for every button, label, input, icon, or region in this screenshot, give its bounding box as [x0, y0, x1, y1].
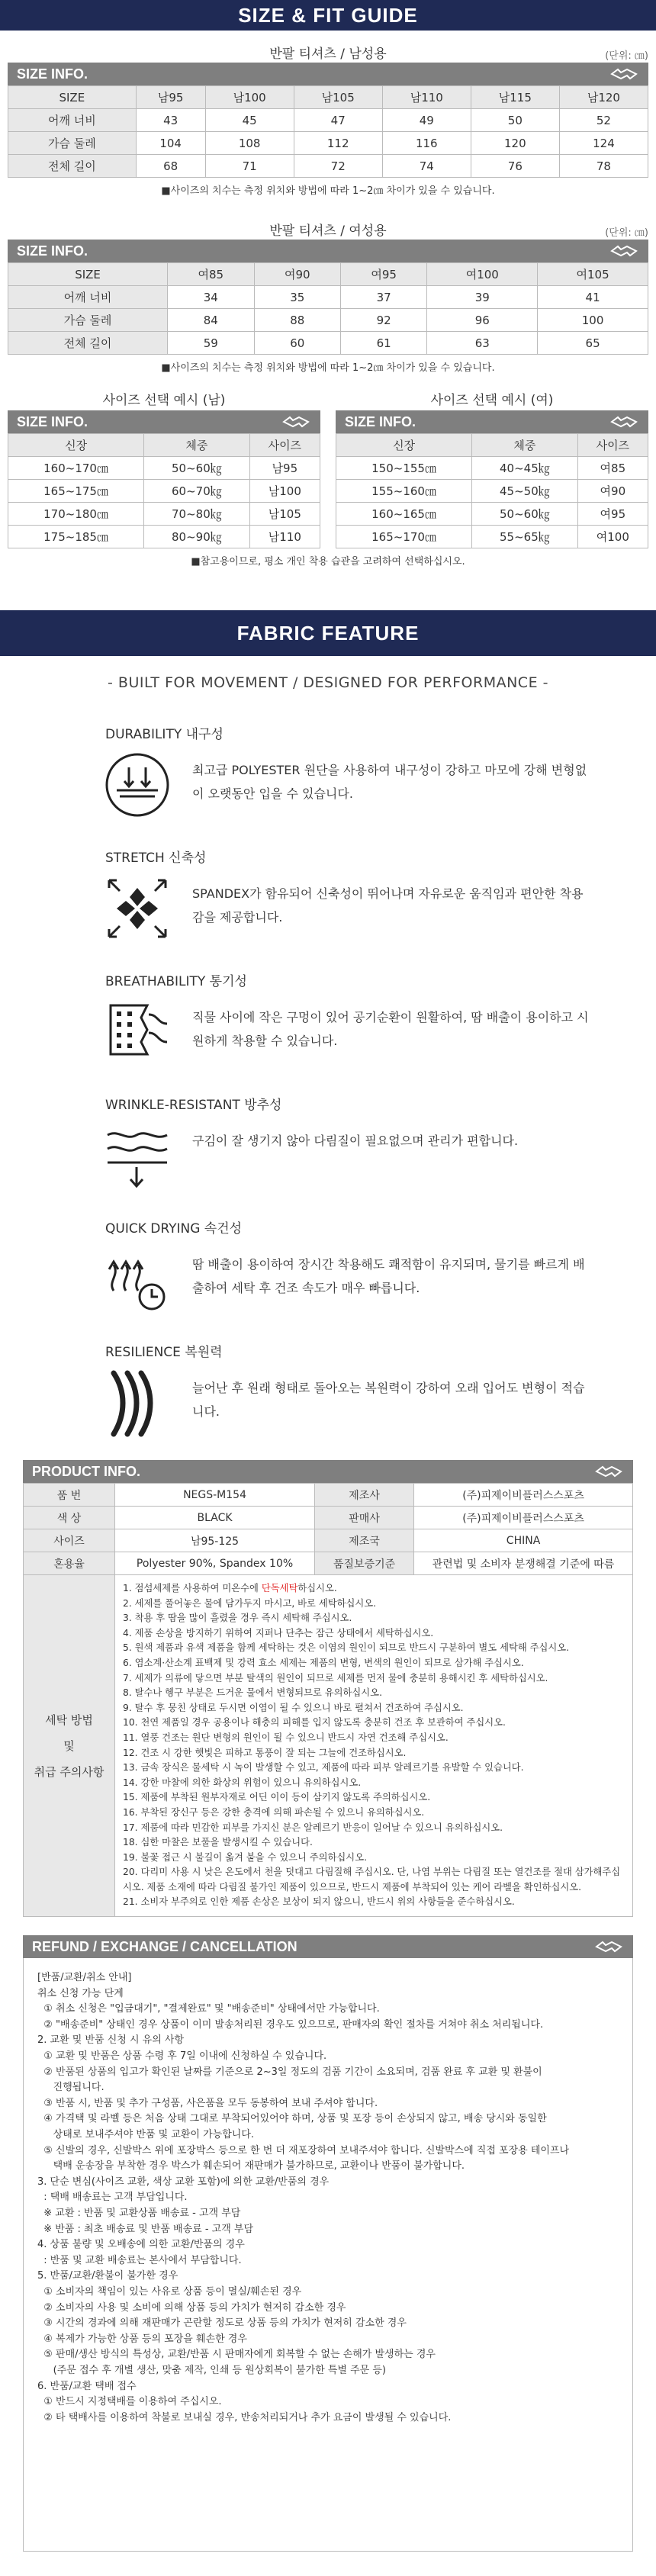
- table-row: [8, 503, 320, 526]
- male-table-title-text: 반팔 티셔츠 / 남성용: [269, 47, 387, 62]
- refund-info-label: REFUND / EXCHANGE / CANCELLATION: [32, 1938, 297, 1954]
- table-cell: 112: [294, 132, 382, 155]
- table-cell: 35: [254, 286, 340, 309]
- stretch-icon: [103, 874, 172, 943]
- product-label: 판매사: [315, 1507, 414, 1529]
- brand-logo-icon: [593, 1940, 624, 1954]
- durability-icon: [103, 751, 172, 819]
- female-size-info-label: SIZE INFO.: [17, 243, 88, 259]
- wash-line: 12. 건조 시 강한 햇빛은 피하고 통풍이 잘 되는 그늘에 건조하십시오.: [123, 1747, 407, 1758]
- feature-quick-drying: [0, 1217, 656, 1341]
- table-row: [336, 480, 648, 503]
- table-cell: 78: [559, 155, 648, 178]
- wash-text: 1. 점섬세제를 사용하여 미온수에: [123, 1583, 259, 1594]
- table-cell: 155~160㎝: [336, 480, 472, 503]
- refund-line: 택배 운송장을 부착한 경우 박스가 훼손되어 재판매가 불가하므로, 교환이나 반품이 불가합니다.: [37, 2160, 465, 2172]
- feature-breathability: [0, 970, 656, 1094]
- table-cell: 68: [136, 155, 205, 178]
- table-cell: 120: [471, 132, 559, 155]
- male-unit-label: (단위: ㎝): [605, 50, 648, 62]
- refund-line: ④ 가격택 및 라벨 등은 처음 상태 그대로 부착되어있어야 하며, 상품 및 포장 등이 손상되지 않고, 배송 당시와 동일한: [37, 2113, 547, 2125]
- row-label: 가슴 둘레: [8, 132, 137, 155]
- refund-line: : 반품 및 교환 배송료는 본사에서 부담합니다.: [37, 2254, 242, 2266]
- wash-line: 7. 세제가 의류에 닿으면 부분 탈색의 원인이 되므로 세제를 먼저 물에 충분히 용해시킨 후 세탁하십시오.: [123, 1672, 548, 1684]
- refund-line: ② 소비자의 사용 및 소비에 의해 상품 등의 가치가 현저히 감소한 경우: [37, 2301, 346, 2314]
- female-table-title-text: 반팔 티셔츠 / 여성용: [269, 224, 387, 239]
- table-cell: 52: [559, 109, 648, 132]
- refund-line: 진행됩니다.: [37, 2082, 105, 2094]
- feature-durability: [0, 723, 656, 847]
- size-fit-guide-header: SIZE & FIT GUIDE: [0, 0, 656, 31]
- wash-line: 13. 금속 장식은 물세탁 시 녹이 발생할 수 있고, 제품에 따라 피부 알레르기를 유발할 수 있습니다.: [123, 1762, 524, 1774]
- refund-line: ※ 반품 : 최초 배송료 및 반품 배송료 - 고객 부담: [37, 2223, 254, 2235]
- product-value: 관련법 및 소비자 분쟁해결 기준에 따름: [414, 1552, 633, 1575]
- female-selection-info-bar: [336, 410, 648, 433]
- feature-title: DURABILITY 내구성: [105, 727, 223, 742]
- table-row: [336, 503, 648, 526]
- female-size-info-bar: [8, 240, 648, 262]
- table-cell: 61: [340, 332, 426, 355]
- table-row: [8, 526, 320, 548]
- wash-line: 3. 착용 후 땀을 많이 흘렸을 경우 즉시 세탁해 주십시오.: [123, 1613, 352, 1624]
- wash-label: [24, 1575, 115, 1917]
- table-cell: 40~45㎏: [472, 457, 578, 480]
- brand-logo-icon: [281, 415, 311, 429]
- brand-logo-icon: [593, 1465, 624, 1478]
- table-cell: 124: [559, 132, 648, 155]
- table-cell: 50~60㎏: [144, 457, 250, 480]
- male-size-table: [8, 85, 648, 178]
- table-cell: 39: [427, 286, 538, 309]
- refund-line: ② "배송준비" 상태인 경우 상품이 이미 발송처리된 경우도 있으므로, 판매자의 확인 절차를 거쳐야 취소 처리됩니다.: [37, 2018, 544, 2031]
- product-value: NEGS-M154: [115, 1484, 315, 1507]
- size-selection-section: [0, 389, 656, 548]
- table-header-cell: 남120: [559, 86, 648, 109]
- refund-line: ⑤ 판매/생산 방식의 특성상, 교환/반품 시 판매자에게 회복할 수 없는 손해가 발생하는 경우: [37, 2349, 436, 2361]
- table-header-cell: 남95: [136, 86, 205, 109]
- table-row: [8, 286, 648, 309]
- table-header-cell: SIZE: [8, 263, 168, 286]
- table-cell: 50: [471, 109, 559, 132]
- wash-line: 9. 탈수 후 뭉친 상태로 두시면 이염이 될 수 있으니 바로 펼쳐서 건조하여 주십시오.: [123, 1702, 464, 1713]
- resilience-icon: [103, 1368, 172, 1437]
- refund-line: 3. 단순 변심(사이즈 교환, 색상 교환 포함)에 의한 교환/반품의 경우: [37, 2176, 330, 2188]
- male-size-note: ■사이즈의 치수는 측정 위치와 방법에 따라 1~2㎝ 차이가 있을 수 있습니다.: [161, 185, 495, 197]
- wash-row: [24, 1575, 633, 1917]
- row-label: 어깨 너비: [8, 286, 168, 309]
- table-cell: 34: [168, 286, 254, 309]
- wash-line: 20. 다리미 사용 시 낮은 온도에서 천을 덧대고 다림질해 주십시오. 단, 나염 부위는 다림질 또는 열건조를 절대 삼가해주십시오. 제품 소재에 따라 다림질 불가인 제품이 있으므로, 반드시 제품에 부착되어 있는 케어 라벨을 확인하십시오.: [123, 1867, 621, 1893]
- table-cell: 47: [294, 109, 382, 132]
- table-header-cell: 남115: [471, 86, 559, 109]
- table-cell: 63: [427, 332, 538, 355]
- table-row: [24, 1484, 633, 1507]
- row-label: 전체 길이: [8, 332, 168, 355]
- wash-line: 10. 천연 제품일 경우 공용이나 해충의 피해를 입지 않도록 충분히 건조 후 보관하여 주십시오.: [123, 1717, 506, 1729]
- product-value: BLACK: [115, 1507, 315, 1529]
- male-size-info-bar: [8, 63, 648, 85]
- feature-description: SPANDEX가 함유되어 신축성이 뛰어나며 자유로운 움직임과 편안한 착용감을 제공합니다.: [192, 886, 584, 925]
- table-header-cell: 여90: [254, 263, 340, 286]
- product-value: (주)피제이비플러스스포츠: [414, 1507, 633, 1529]
- feature-title: BREATHABILITY 통기성: [105, 974, 247, 989]
- wash-instructions: [115, 1575, 633, 1917]
- table-cell: 165~175㎝: [8, 480, 144, 503]
- table-row: [8, 480, 320, 503]
- refund-line: ③ 시간의 경과에 의해 재판매가 곤란할 정도로 상품 등의 가치가 현저히 감소한 경우: [37, 2317, 407, 2330]
- table-cell: 84: [168, 309, 254, 332]
- wash-line: 11. 열풍 건조는 원단 변형의 원인이 될 수 있으니 반드시 자연 건조해 주십시오.: [123, 1732, 449, 1743]
- refund-line: 상태로 보내주셔야 반품 및 교환이 가능합니다.: [37, 2129, 255, 2140]
- product-value: (주)피제이비플러스스포츠: [414, 1484, 633, 1507]
- wash-label-line: 세탁 방법: [45, 1713, 93, 1727]
- brand-logo-icon: [609, 67, 639, 81]
- product-info-table: [23, 1483, 633, 1917]
- wash-line: 16. 부착된 장신구 등은 강한 충격에 의해 파손될 수 있으니 유의하십시오.: [123, 1806, 425, 1818]
- table-cell: 남105: [249, 503, 320, 526]
- male-selection-table: [8, 433, 320, 548]
- refund-section: [23, 1935, 633, 2552]
- male-selection-caption: 사이즈 선택 예시 (남): [102, 393, 226, 408]
- refund-line: ① 반드시 지정택배를 이용하여 주십시오.: [37, 2396, 222, 2408]
- refund-line: : 택배 배송료는 고객 부담입니다.: [37, 2192, 188, 2204]
- refund-line: 6. 반품/교환 택배 접수: [37, 2380, 137, 2392]
- feature-description: 최고급 POLYESTER 원단을 사용하여 내구성이 강하고 마모에 강해 변형없이 오랫동안 입을 수 있습니다.: [192, 763, 587, 801]
- table-header-cell: 여100: [427, 263, 538, 286]
- table-header: [8, 434, 320, 457]
- breathability-icon: [103, 998, 172, 1066]
- wrinkle-resistant-icon: [103, 1121, 172, 1190]
- wash-line: 17. 제품에 따라 민감한 피부를 가지신 분은 알레르기 반응이 일어날 수 있으니 유의하십시오.: [123, 1822, 503, 1833]
- table-cell: 여85: [577, 457, 648, 480]
- table-cell: 60~70㎏: [144, 480, 250, 503]
- feature-description: 구김이 잘 생기지 않아 다림질이 필요없으며 관리가 편합니다.: [192, 1134, 519, 1148]
- table-cell: 116: [382, 132, 471, 155]
- table-row: [8, 109, 648, 132]
- male-size-info-label: SIZE INFO.: [17, 66, 88, 82]
- female-size-note: ■사이즈의 치수는 측정 위치와 방법에 따라 1~2㎝ 차이가 있을 수 있습니다.: [161, 362, 495, 374]
- table-cell: 92: [340, 309, 426, 332]
- table-row: [8, 132, 648, 155]
- table-header-cell: SIZE: [8, 86, 137, 109]
- table-cell: 여100: [577, 526, 648, 548]
- table-cell: 55~65㎏: [472, 526, 578, 548]
- table-cell: 160~165㎝: [336, 503, 472, 526]
- wash-label-line: 취급 주의사항: [34, 1764, 105, 1779]
- wash-line: 18. 심한 마찰은 보풀을 발생시킬 수 있습니다.: [123, 1837, 313, 1848]
- table-header-cell: 사이즈: [577, 434, 648, 457]
- refund-line: ④ 복제가 가능한 상품 등의 포장을 훼손한 경우: [37, 2333, 247, 2345]
- female-selection-table: [336, 433, 648, 548]
- feature-stretch: [0, 847, 656, 970]
- table-cell: 88: [254, 309, 340, 332]
- product-value: 남95-125: [115, 1529, 315, 1552]
- table-header-cell: 남110: [382, 86, 471, 109]
- table-cell: 70~80㎏: [144, 503, 250, 526]
- table-cell: 108: [205, 132, 294, 155]
- table-cell: 104: [136, 132, 205, 155]
- male-size-table-header: [8, 86, 648, 109]
- male-table-title: [0, 43, 656, 62]
- fabric-feature-subtitle: - BUILT FOR MOVEMENT / DESIGNED FOR PERFORMANCE -: [108, 674, 548, 691]
- table-cell: 65: [538, 332, 648, 355]
- refund-line: ① 소비자의 책임이 있는 사유로 상품 등이 멸실/훼손된 경우: [37, 2285, 302, 2298]
- table-cell: 45~50㎏: [472, 480, 578, 503]
- table-cell: 45: [205, 109, 294, 132]
- table-row: [8, 155, 648, 178]
- product-label: 색 상: [24, 1507, 115, 1529]
- table-cell: 여90: [577, 480, 648, 503]
- table-row: [336, 526, 648, 548]
- table-row: [336, 457, 648, 480]
- refund-line: 5. 반품/교환/환불이 불가한 경우: [37, 2270, 178, 2282]
- feature-list: [0, 723, 656, 1465]
- female-selection: [336, 389, 648, 548]
- wash-line: 14. 강한 마찰에 의한 화상의 위험이 있으니 유의하십시오.: [123, 1777, 362, 1788]
- wash-line: 5. 원색 제품과 유색 제품을 함께 세탁하는 것은 이염의 원인이 되므로 반드시 구분하여 별도 세탁해 주십시오.: [123, 1642, 570, 1654]
- table-cell: 96: [427, 309, 538, 332]
- product-label: 제조국: [315, 1529, 414, 1552]
- feature-title: RESILIENCE 복원력: [105, 1345, 223, 1360]
- table-cell: 59: [168, 332, 254, 355]
- feature-wrinkle-resistant: [0, 1094, 656, 1217]
- table-cell: 100: [538, 309, 648, 332]
- male-selection: [8, 389, 320, 548]
- product-info-section: [23, 1460, 633, 1917]
- table-header-cell: 남105: [294, 86, 382, 109]
- table-cell: 160~170㎝: [8, 457, 144, 480]
- table-row: [24, 1552, 633, 1575]
- female-selection-caption: 사이즈 선택 예시 (여): [430, 393, 554, 408]
- brand-logo-icon: [609, 415, 639, 429]
- quick-drying-icon: [103, 1245, 172, 1314]
- table-cell: 49: [382, 109, 471, 132]
- product-value: CHINA: [414, 1529, 633, 1552]
- female-table-title: [0, 220, 656, 239]
- table-cell: 72: [294, 155, 382, 178]
- wash-line: 4. 제품 손상을 방지하기 위하여 지퍼나 단추는 잠근 상태에서 세탁하십시오.: [123, 1627, 434, 1639]
- refund-line: ② 반품된 상품의 입고가 확인된 날짜를 기준으로 2~3일 정도의 검품 기간이 소요되며, 검품 완료 후 교환 및 환불이: [37, 2066, 542, 2078]
- table-cell: 74: [382, 155, 471, 178]
- table-header-cell: 신장: [336, 434, 472, 457]
- female-size-table: [8, 262, 648, 355]
- fabric-feature-header: FABRIC FEATURE: [0, 610, 656, 656]
- table-cell: 남100: [249, 480, 320, 503]
- refund-line: ① 교환 및 반품은 상품 수령 후 7일 이내에 신청하실 수 있습니다.: [37, 2050, 327, 2063]
- table-cell: 165~170㎝: [336, 526, 472, 548]
- refund-line: 2. 교환 및 반품 신청 시 유의 사항: [37, 2034, 185, 2047]
- refund-line: 4. 상품 불량 및 오배송에 의한 교환/반품의 경우: [37, 2239, 245, 2251]
- refund-line: ① 취소 신청은 "입금대기", "결제완료" 및 "배송준비" 상태에서만 가능합니다.: [37, 2003, 380, 2015]
- feature-description: 땀 배출이 용이하여 장시간 착용해도 쾌적함이 유지되며, 물기를 빠르게 배출하여 세탁 후 건조 속도가 매우 빠릅니다.: [192, 1257, 585, 1295]
- wash-line: 21. 소비자 부주의로 인한 제품 손상은 보상이 되지 않으니, 반드시 위의 사항들을 준수하십시오.: [123, 1896, 515, 1908]
- table-row: [24, 1529, 633, 1552]
- table-header-cell: 체중: [472, 434, 578, 457]
- table-cell: 60: [254, 332, 340, 355]
- table-header-cell: 사이즈: [249, 434, 320, 457]
- table-row: [8, 332, 648, 355]
- table-header-cell: 체중: [144, 434, 250, 457]
- table-header-cell: 여95: [340, 263, 426, 286]
- female-unit-label: (단위: ㎝): [605, 227, 648, 239]
- table-header-cell: 여105: [538, 263, 648, 286]
- table-cell: 남95: [249, 457, 320, 480]
- female-selection-info-label: SIZE INFO.: [345, 413, 416, 429]
- product-label: 제조사: [315, 1484, 414, 1507]
- wash-label-line: 및: [63, 1738, 75, 1753]
- table-row: [8, 457, 320, 480]
- table-header-cell: 신장: [8, 434, 144, 457]
- table-cell: 남110: [249, 526, 320, 548]
- product-label: 사이즈: [24, 1529, 115, 1552]
- feature-title: WRINKLE-RESISTANT 방추성: [105, 1098, 282, 1113]
- table-cell: 150~155㎝: [336, 457, 472, 480]
- product-label: 품질보증기준: [315, 1552, 414, 1575]
- feature-description: 늘어난 후 원래 형태로 돌아오는 복원력이 강하여 오래 입어도 변형이 적습니다.: [192, 1381, 585, 1419]
- table-cell: 175~185㎝: [8, 526, 144, 548]
- wash-text: 하십시오.: [297, 1583, 337, 1594]
- table-cell: 50~60㎏: [472, 503, 578, 526]
- refund-line: 취소 신청 가능 단계: [37, 1987, 124, 1999]
- table-header-cell: 남100: [205, 86, 294, 109]
- female-size-table-header: [8, 263, 648, 286]
- table-cell: 41: [538, 286, 648, 309]
- brand-logo-icon: [609, 244, 639, 258]
- table-cell: 76: [471, 155, 559, 178]
- feature-title: STRETCH 신축성: [105, 851, 207, 866]
- product-info-label: PRODUCT INFO.: [32, 1463, 140, 1479]
- wash-line: 8. 탈수나 헹구 부분은 드거운 물에서 변형되므로 유의하십시오.: [123, 1687, 382, 1699]
- product-label: 혼용율: [24, 1552, 115, 1575]
- refund-line: ※ 교환 : 반품 및 교환상품 배송료 - 고객 부담: [37, 2207, 241, 2219]
- refund-line: ⑤ 신발의 경우, 신발박스 위에 포장박스 등으로 한 번 더 재포장하여 보내주셔야 합니다. 신발박스에 직접 포장용 테이프나: [37, 2144, 570, 2156]
- table-cell: 170~180㎝: [8, 503, 144, 526]
- selection-note: ■참고용이므로, 평소 개인 착용 습관을 고려하여 선택하십시오.: [191, 556, 465, 568]
- table-cell: 43: [136, 109, 205, 132]
- wash-line: 19. 불꽃 접근 시 불길이 옮겨 붙을 수 있으니 주의하십시오.: [123, 1851, 367, 1863]
- single-wash-emphasis: 단독세탁: [261, 1583, 298, 1594]
- feature-title: QUICK DRYING 속건성: [105, 1221, 243, 1237]
- feature-description: 직물 사이에 작은 구멍이 있어 공기순환이 원활하여, 땀 배출이 용이하고 시원하게 착용할 수 있습니다.: [192, 1010, 589, 1048]
- row-label: 전체 길이: [8, 155, 137, 178]
- wash-line: 6. 염소계·산소계 표백제 및 강력 효소 세제는 제품의 변형, 변색의 원인이 되므로 삼가해 주십시오.: [123, 1657, 524, 1668]
- table-header: [336, 434, 648, 457]
- refund-info-bar: [23, 1935, 633, 1958]
- wash-line: 15. 제품에 부착된 원부자재로 어딘 이이 등이 삼키지 않도록 주의하십시오.: [123, 1792, 431, 1803]
- wash-line: 2. 세제를 풀어놓은 물에 담가두지 마시고, 바로 세탁하십시오.: [123, 1597, 377, 1609]
- refund-line: [반품/교환/취소 안내]: [37, 1972, 132, 1984]
- table-row: [8, 309, 648, 332]
- row-label: 가슴 둘레: [8, 309, 168, 332]
- male-selection-info-bar: [8, 410, 320, 433]
- product-value: Polyester 90%, Spandex 10%: [115, 1552, 315, 1575]
- table-cell: 37: [340, 286, 426, 309]
- product-label: 품 번: [24, 1484, 115, 1507]
- refund-line: ③ 반품 시, 반품 및 추가 구성품, 사은품을 모두 동봉하여 보내 주셔야 합니다.: [37, 2097, 378, 2109]
- wash-line: [123, 1581, 625, 1597]
- table-cell: 80~90㎏: [144, 526, 250, 548]
- wash-list: [123, 1597, 625, 1910]
- male-selection-info-label: SIZE INFO.: [17, 413, 88, 429]
- table-cell: 여95: [577, 503, 648, 526]
- row-label: 어깨 너비: [8, 109, 137, 132]
- table-header-cell: 여85: [168, 263, 254, 286]
- table-cell: 71: [205, 155, 294, 178]
- refund-line: (주문 접수 후 개별 생산, 맞춤 제작, 인쇄 등 원상회복이 불가한 특별 주문 등): [37, 2364, 386, 2376]
- feature-resilience: [0, 1341, 656, 1465]
- refund-line: ② 타 택배사를 이용하여 착불로 보내실 경우, 반송처리되거나 추가 요금이 발생될 수 있습니다.: [37, 2411, 452, 2423]
- refund-text: [23, 1958, 633, 2552]
- table-row: [24, 1507, 633, 1529]
